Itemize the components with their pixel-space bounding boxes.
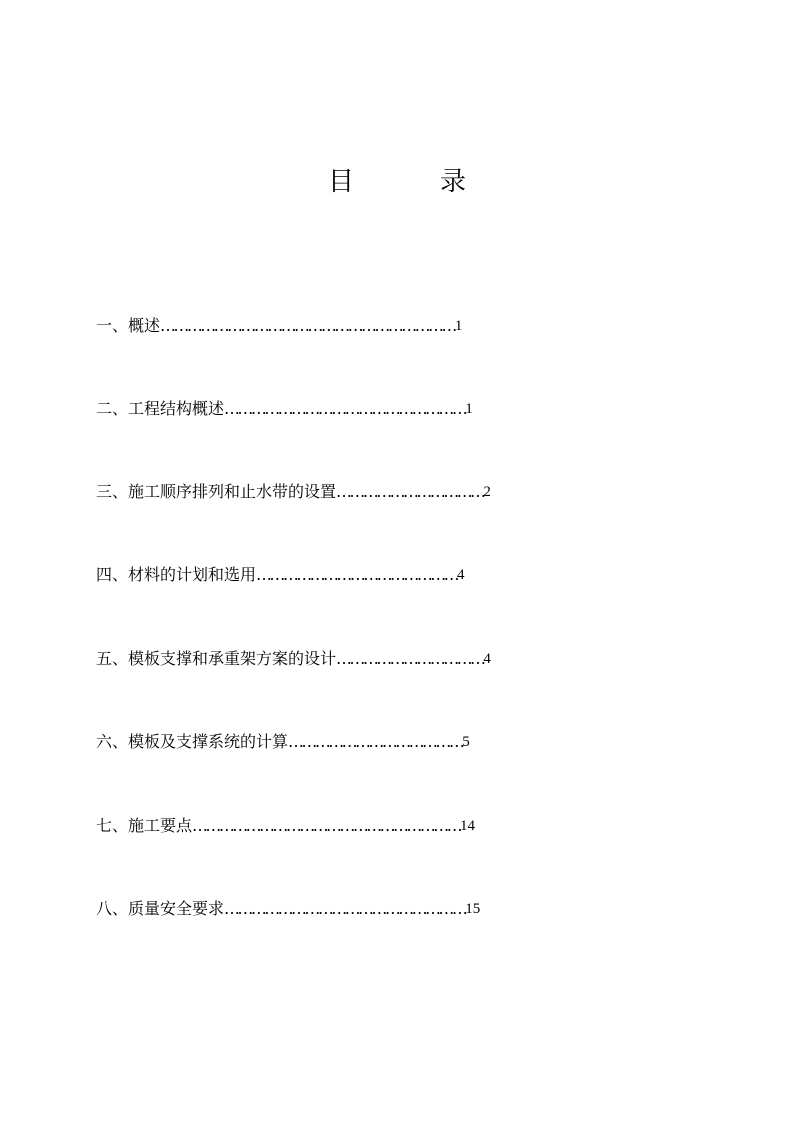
toc-entry-leader: …………………………… (336, 482, 484, 501)
toc-entry-page-number: 5 (462, 734, 470, 750)
page-title (0, 162, 794, 202)
toc-entry-label: 七、施工要点 (96, 816, 193, 835)
toc-entry-8[interactable] (96, 895, 480, 923)
toc-entry-leader: ……………………………………………… (224, 399, 466, 418)
toc-entry-page-number: 1 (454, 318, 463, 334)
toc-entry-page-number: 2 (483, 484, 491, 500)
toc-entry-1[interactable] (96, 312, 462, 340)
toc-entry-page-number: 15 (465, 901, 481, 917)
toc-entry-leader: ………………………………………………………… (160, 316, 455, 335)
toc-entry-label: 三、施工顺序排列和止水带的设置 (96, 482, 337, 501)
title-char-1: 目 (327, 167, 354, 197)
toc-entry-label: 五、模板支撑和承重架方案的设计 (96, 649, 337, 668)
toc-entry-page-number: 1 (465, 401, 473, 417)
toc-entry-leader: ……………………………………… (256, 565, 458, 584)
toc-entry-label: 一、概述 (96, 316, 161, 335)
toc-entry-leader: …………………………………………………… (192, 816, 461, 835)
toc-entry-label: 四、材料的计划和选用 (96, 565, 257, 584)
toc-entry-page-number: 4 (457, 567, 465, 583)
toc-entry-label: 八、质量安全要求 (96, 899, 225, 918)
toc-entry-leader: ……………………………………………… (224, 899, 466, 918)
toc-entry-leader: ………………………………… (288, 732, 463, 751)
toc-entry-7[interactable] (96, 812, 475, 840)
toc-entry-3[interactable] (96, 478, 491, 506)
title-char-2: 录 (440, 167, 467, 197)
toc-entry-page-number: 14 (460, 818, 476, 834)
toc-entry-label: 六、模板及支撑系统的计算 (96, 732, 289, 751)
toc-entry-2[interactable] (96, 395, 473, 423)
toc-entry-page-number: 4 (483, 651, 491, 667)
toc-entry-leader: …………………………… (336, 649, 484, 668)
toc-entry-label: 二、工程结构概述 (96, 399, 225, 418)
toc-entry-5[interactable] (96, 645, 491, 673)
toc-entry-6[interactable] (96, 728, 470, 756)
toc-entry-4[interactable] (96, 561, 465, 589)
